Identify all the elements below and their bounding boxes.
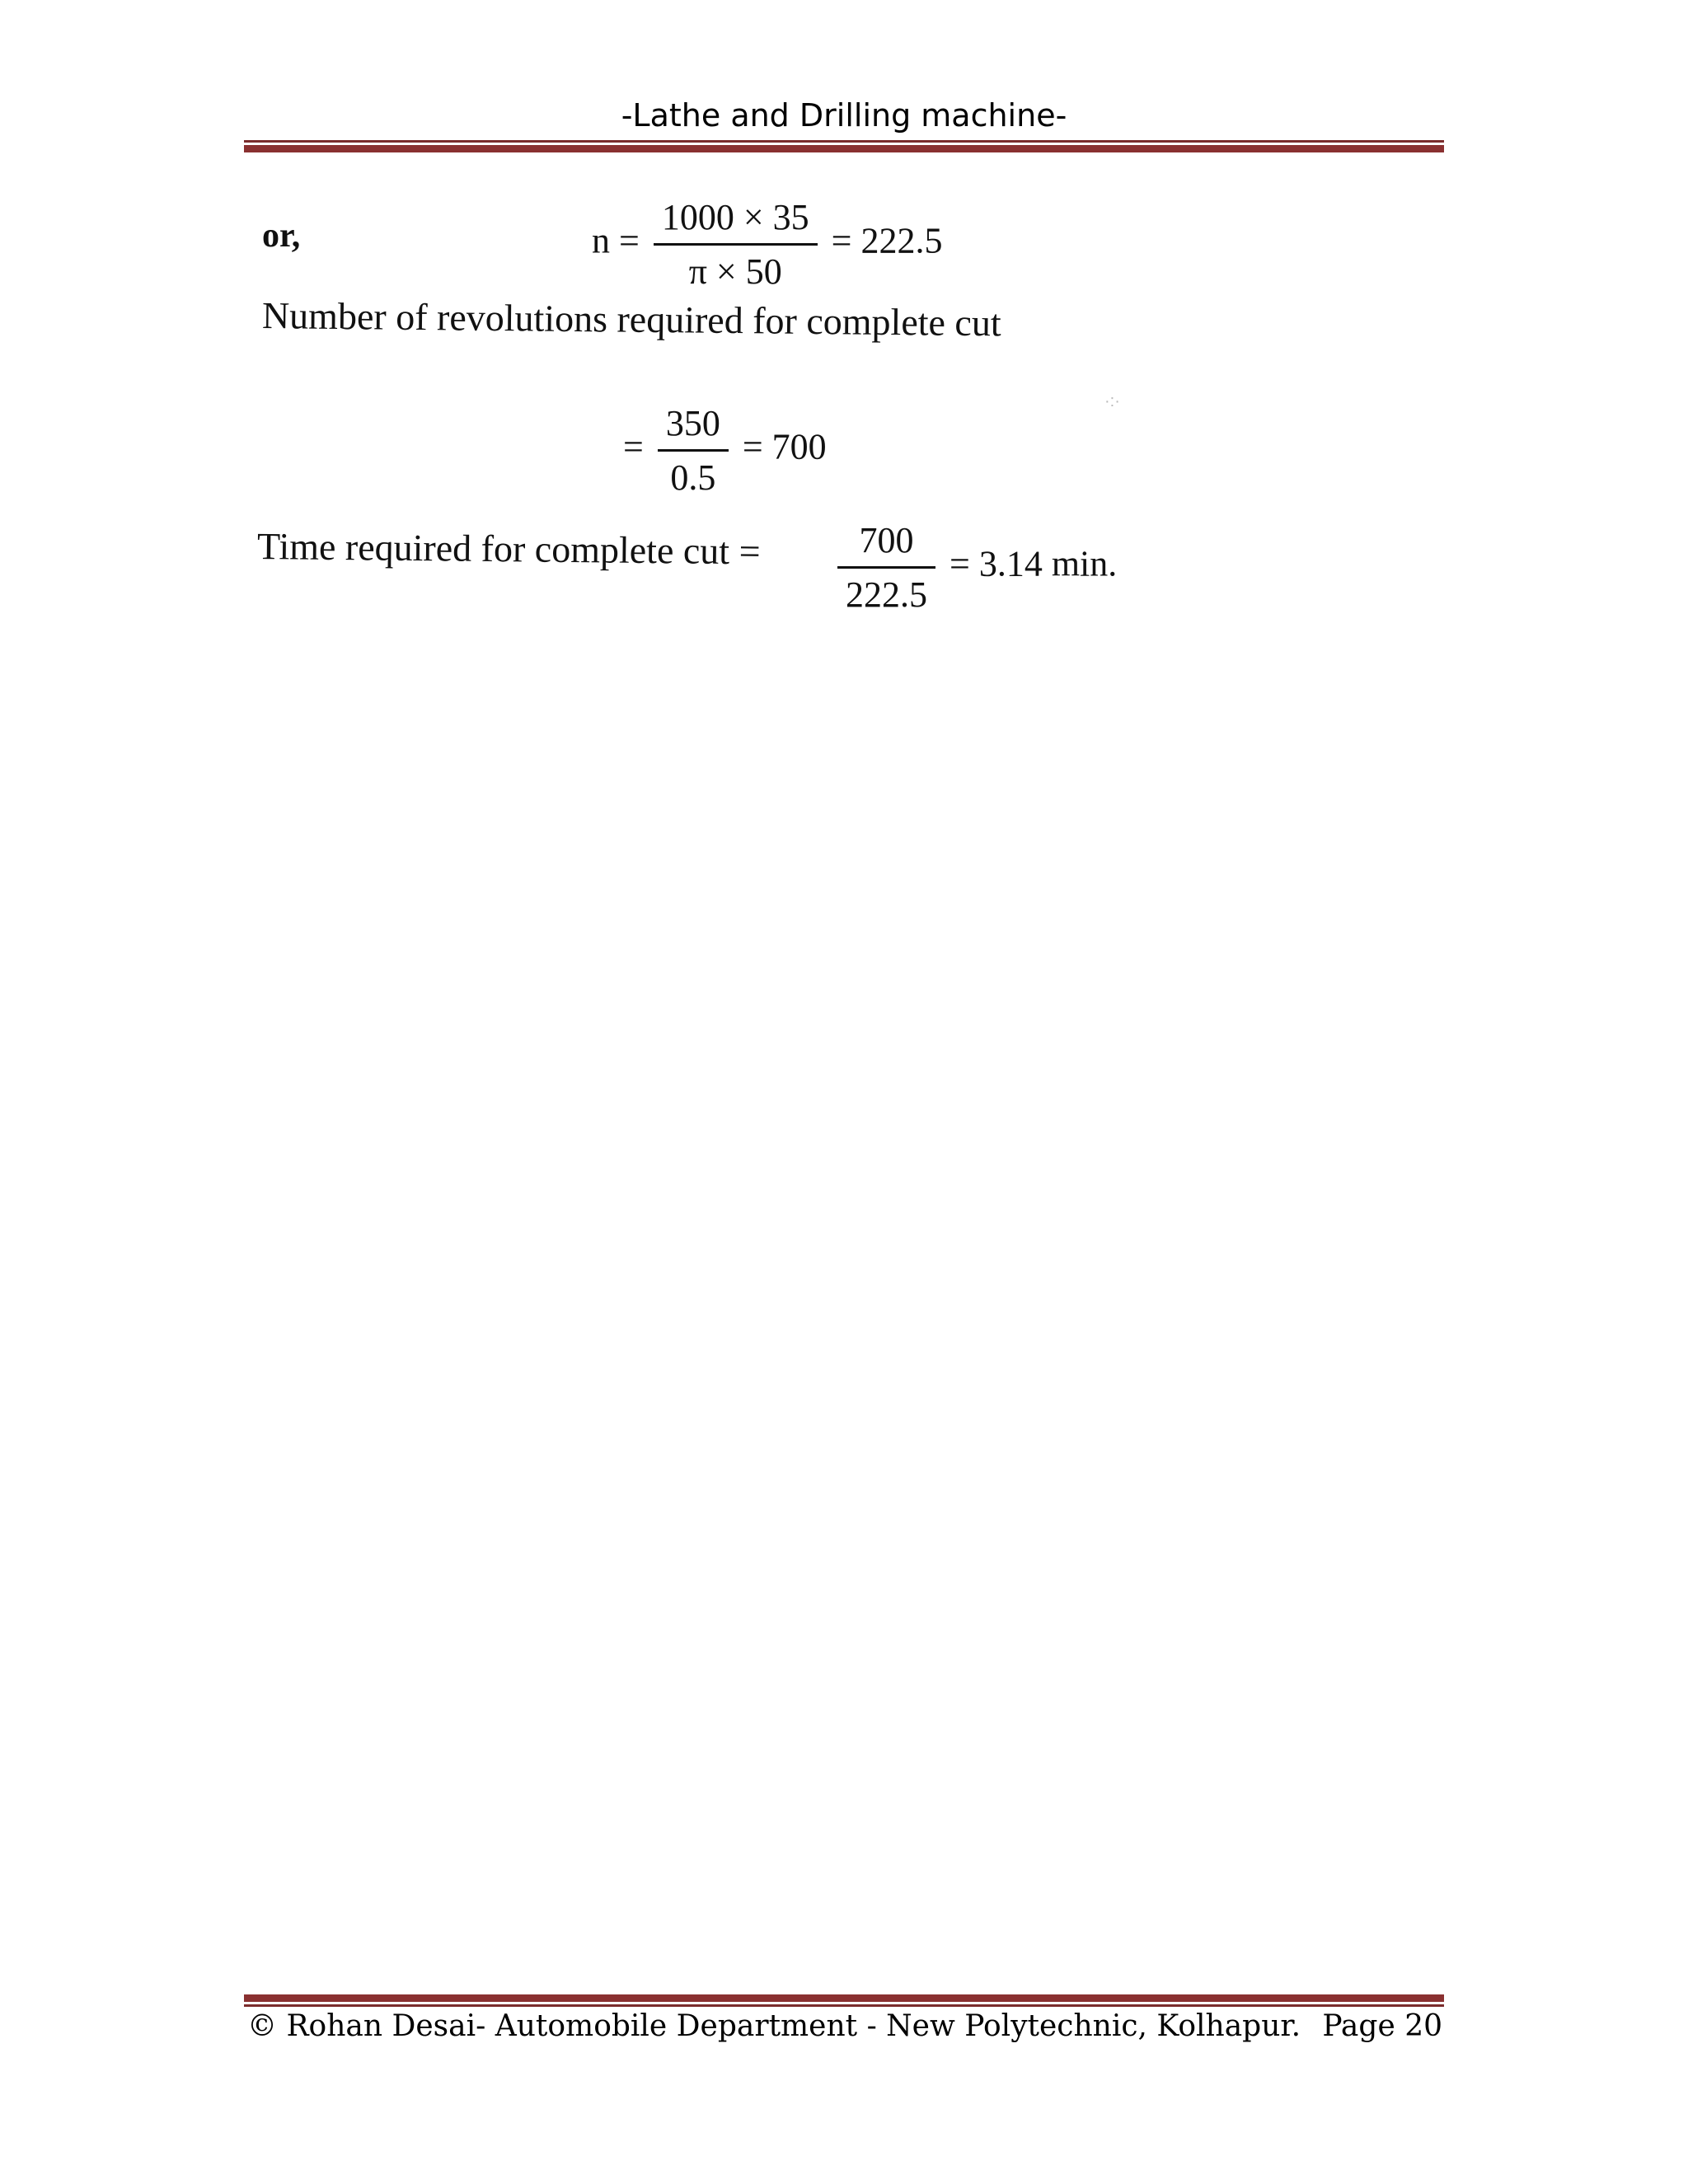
eq1-denominator: π × 50 bbox=[688, 251, 782, 292]
eq3-fraction bbox=[837, 519, 935, 616]
time-text: Time required for complete cut = bbox=[256, 525, 761, 573]
eq2-denominator: 0.5 bbox=[670, 457, 716, 498]
footer-copyright: © Rohan Desai- Automobile Department - New Polytechnic, Kolhapur. bbox=[247, 2009, 1301, 2043]
eq3-numerator: 700 bbox=[837, 519, 935, 569]
eq3-denominator: 222.5 bbox=[846, 574, 927, 615]
eq3-result: = 3.14 min. bbox=[950, 543, 1118, 584]
equation-spindle-speed bbox=[592, 196, 942, 293]
footer-divider bbox=[244, 1994, 1444, 2007]
eq2-result: = 700 bbox=[742, 426, 827, 467]
or-label: or, bbox=[262, 217, 301, 255]
revolutions-text: Number of revolutions required for complete cut bbox=[261, 294, 1001, 344]
eq2-fraction bbox=[658, 402, 729, 499]
eq2-numerator: 350 bbox=[658, 402, 729, 452]
eq1-result: = 222.5 bbox=[831, 220, 943, 261]
eq1-lhs: n = bbox=[592, 220, 640, 261]
header-divider bbox=[244, 140, 1444, 152]
eq1-numerator: 1000 × 35 bbox=[654, 196, 818, 246]
scan-speck: ·:· bbox=[1104, 392, 1120, 410]
eq1-fraction bbox=[654, 196, 818, 293]
equation-time bbox=[832, 519, 1117, 616]
page-header-title: -Lathe and Drilling machine- bbox=[621, 97, 1067, 134]
eq2-lhs: = bbox=[623, 426, 644, 467]
equation-revolutions bbox=[623, 402, 827, 499]
footer-page-number: Page 20 bbox=[1322, 2009, 1442, 2043]
